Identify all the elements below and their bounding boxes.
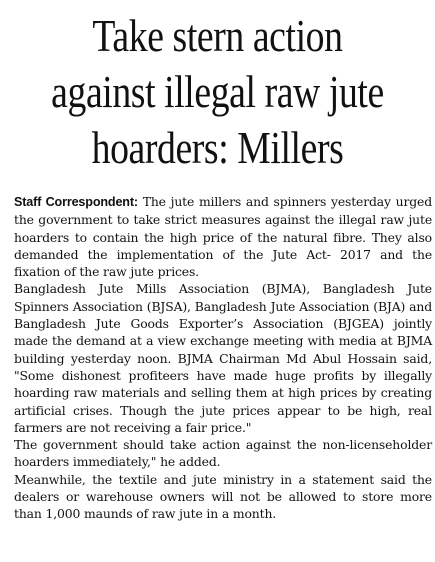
byline: Staff Correspondent: — [14, 195, 138, 209]
paragraph-3: The government should take action against the non-licenseholder hoarders immediately," he added. — [14, 437, 432, 470]
article-body — [14, 193, 432, 523]
paragraph-2: Bangladesh Jute Mills Association (BJMA), Bangladesh Jute Spinners Association (BJSA), Bangladesh Jute Association (BJA) and Bangladesh Jute Goods Exporter’s Association (BJGEA) jointly made the demand at a view exchange meeting with media at BJMA building yesterday noon. BJMA Chairman Md Abul Hossain said, "Some dishonest profiteers have made huge profits by illegally hoarding raw materials and selling them at high prices by creating artificial crises. Though the jute prices appear to be high, real farmers are not receiving a fair price." — [14, 281, 432, 435]
paragraph-1-text: The jute millers and spinners yesterday urged the government to take strict measures against the illegal raw jute hoarders to contain the high price of the natural fibre. They also demanded the implementation of the Jute Act- 2017 and the fixation of the raw jute prices. — [14, 194, 432, 280]
paragraph-1 — [14, 193, 432, 280]
headline-line-1: Take stern action — [92, 10, 343, 61]
headline-line-2: against illegal raw jute — [51, 66, 384, 117]
headline-line-3: hoarders: Millers — [91, 122, 344, 173]
headline — [39, 8, 396, 176]
paragraph-4: Meanwhile, the textile and jute ministry in a statement said the dealers or warehouse owners will not be allowed to store more than 1,000 maunds of raw jute in a month. — [14, 471, 432, 522]
